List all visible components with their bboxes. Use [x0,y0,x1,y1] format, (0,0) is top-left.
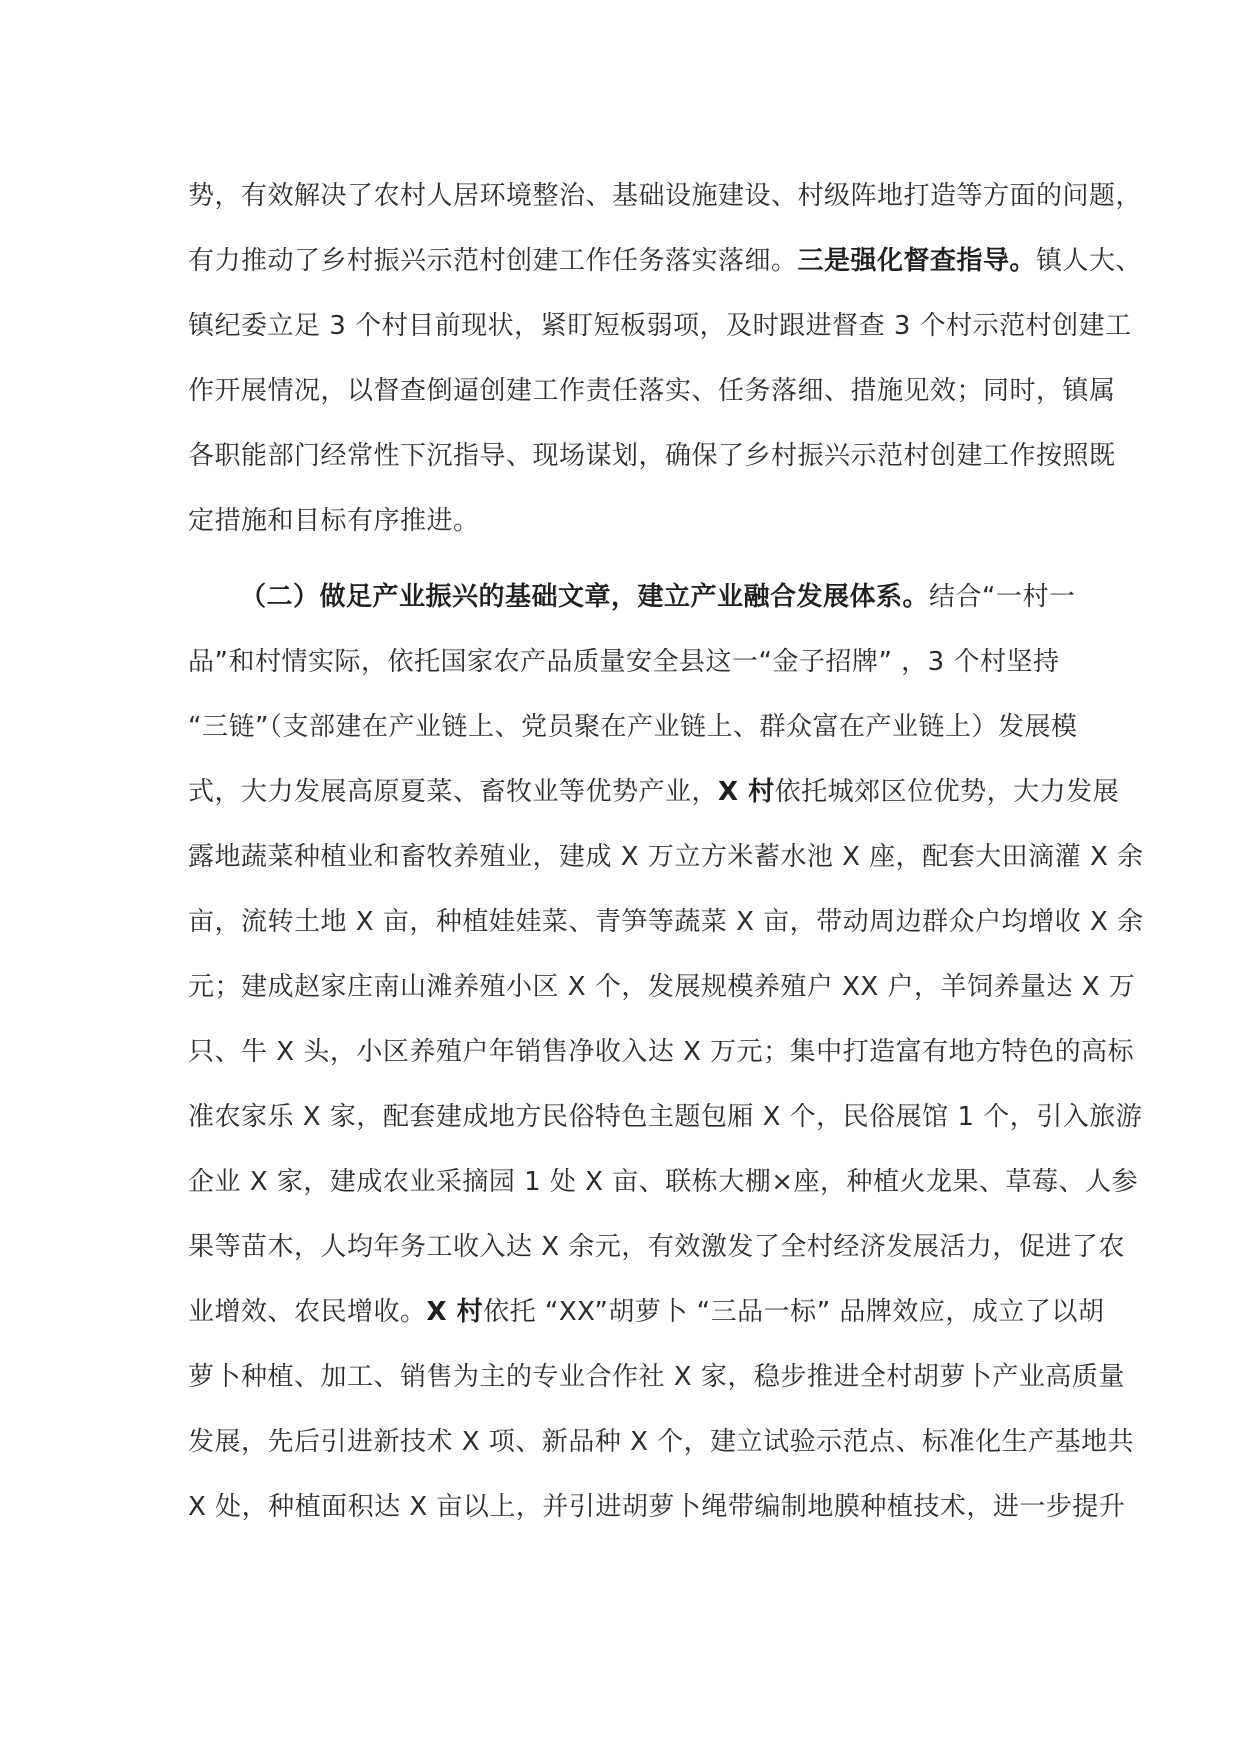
text-line [188,1345,1125,1410]
text-run: 镇纪委立足 3 个村目前现状，紧盯短板弱项，及时跟进督查 3 个村示范村创建工 [188,311,1132,341]
text-line [188,1215,1125,1280]
paragraph-industry [188,565,1144,1540]
text-line [188,760,1120,825]
text-line [188,890,1144,955]
text-line [188,1150,1139,1215]
bold-heading-run: 三是强化督查指导。 [797,246,1037,276]
text-line [188,1475,1126,1540]
text-line [188,630,1060,695]
bold-village-label: X 村 [718,777,775,807]
text-line [188,1280,1105,1345]
text-run: 企业 X 家，建成农业采摘园 1 处 X 亩、联栋大棚×座，种植火龙果、草莓、人参 [188,1167,1139,1197]
text-run: 业增效、农民增收。 [188,1297,427,1327]
text-line [188,565,1076,630]
bold-village-label: X 村 [426,1297,484,1327]
text-line [188,1085,1143,1150]
text-line [188,1410,1135,1475]
text-run: X 处，种植面积达 X 亩以上，并引进胡萝卜绳带编制地膜种植技术，进一步提升 [188,1492,1126,1522]
document-page [188,164,1144,1540]
text-run: 结合“一村一 [929,582,1076,612]
text-run: 露地蔬菜种植业和畜牧养殖业，建成 X 万立方米蓄水池 X 座，配套大田滴灌 X 余 [188,842,1144,872]
text-line [188,825,1144,890]
text-run: 亩，流转土地 X 亩，种植娃娃菜、青笋等蔬菜 X 亩，带动周边群众户均增收 X 余 [188,907,1144,937]
text-run: 准农家乐 X 家，配套建成地方民俗特色主题包厢 X 个，民俗展馆 1 个，引入旅游 [188,1102,1143,1132]
text-run: 果等苗木，人均年务工收入达 X 余元，有效激发了全村经济发展活力，促进了农 [188,1232,1125,1262]
text-run: 依托 “XX”胡萝卜 “三品一标” 品牌效应，成立了以胡 [483,1297,1105,1327]
text-line [188,1020,1135,1085]
text-run: “三链”（支部建在产业链上、党员聚在产业链上、群众富在产业链上）发展模 [188,712,1078,742]
text-run: 发展，先后引进新技术 X 项、新品种 X 个，建立试验示范点、标准化生产基地共 [188,1427,1135,1457]
text-run: 式，大力发展高原夏菜、畜牧业等优势产业， [188,777,719,807]
text-run: 元；建成赵家庄南山滩养殖小区 X 个，发展规模养殖户 XX 户，羊饲养量达 X 万 [188,972,1136,1002]
text-run: 势，有效解决了农村人居环境整治、基础设施建设、村级阵地打造等方面的问题， [188,181,1143,211]
text-run: 只、牛 X 头，小区养殖户年销售净收入达 X 万元；集中打造富有地方特色的高标 [188,1037,1135,1067]
text-run: 萝卜种植、加工、销售为主的专业合作社 X 家，稳步推进全村胡萝卜产业高质量 [188,1362,1125,1392]
text-run: 依托城郊区位优势，大力发展 [774,777,1120,807]
text-line [188,164,1143,229]
text-line [188,695,1078,760]
text-line [188,359,1116,424]
text-run: 镇人大、 [1036,246,1143,276]
text-run: 有力推动了乡村振兴示范村创建工作任务落实落细。 [188,246,798,276]
text-line [188,955,1136,1020]
section-heading: （二）做足产业振兴的基础文章，建立产业融合发展体系。 [240,582,930,612]
text-run: 作开展情况，以督查倒逼创建工作责任落实、任务落细、措施见效；同时，镇属 [188,376,1116,406]
text-run: 各职能部门经常性下沉指导、现场谋划，确保了乡村振兴示范村创建工作按照既 [188,441,1116,471]
paragraph-supervision [188,164,1143,554]
text-run: 品”和村情实际，依托国家农产品质量安全县这一“金子招牌” ，3 个村坚持 [188,647,1060,677]
text-line [188,424,1116,489]
text-line [188,229,1143,294]
text-line [188,294,1132,359]
text-run: 定措施和目标有序推进。 [188,506,480,536]
text-line [188,489,1056,554]
